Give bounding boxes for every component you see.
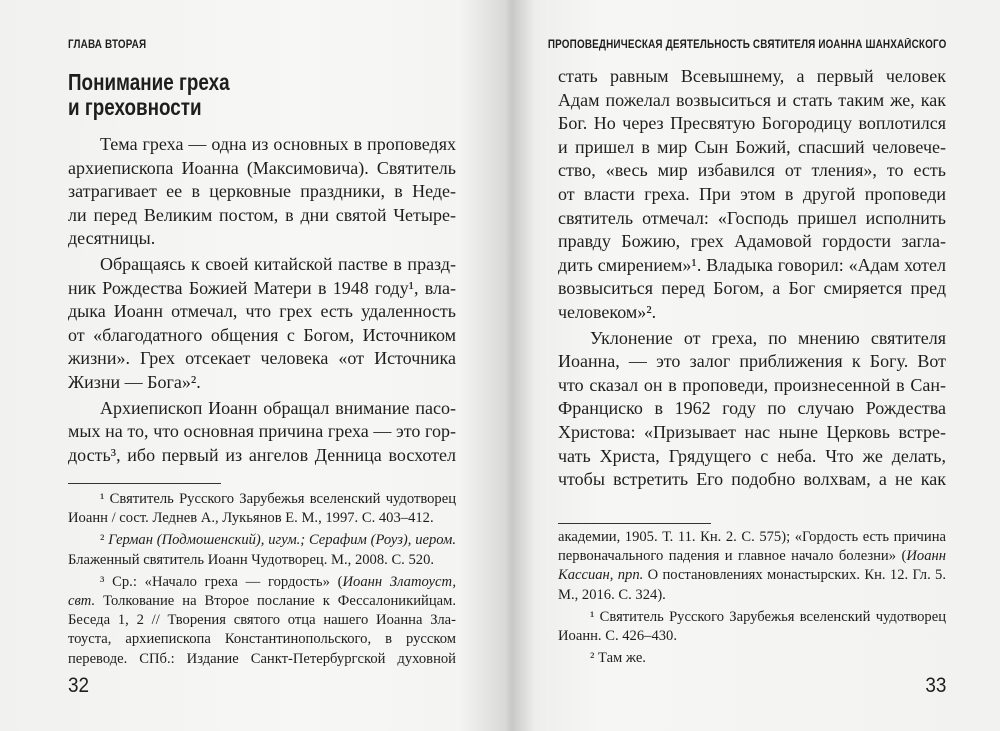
text-line: от «благодатного общения с Богом, Источником (68, 324, 456, 345)
footnote-italic-text: Иоанн (906, 548, 946, 565)
footnote-italic-text: свт. (68, 593, 96, 610)
text-line: дыка Иоанн отмечал, что грех есть удаленность (68, 301, 456, 322)
footnote-text: ³ Ср.: «Начало греха — гордость» ( (100, 573, 343, 590)
footnote-divider (558, 523, 711, 524)
footnote-text: ² Там же. (590, 650, 646, 667)
footnote-text: О постановлениях монастырских. Кн. 12. Гл. 5. (643, 567, 946, 584)
footnote-line (558, 547, 946, 566)
section-title-line: Понимание греха (68, 69, 230, 95)
footnote-line (68, 490, 456, 509)
text-line: Адам пожелал возвыситься и стать таким же, как (558, 89, 946, 110)
text-line: Уклонение от греха, по мнению святителя (590, 327, 946, 348)
footnote-text: переводе. СПб.: Издание Санкт-Петербургской духовной (68, 650, 456, 667)
footnote-line (558, 586, 946, 605)
text-line: человеком»². (558, 301, 657, 322)
text-line: правду Божию, грех Адамовой гордости загла- (558, 231, 946, 252)
text-line: от власти греха. При этом в другой проповеди (558, 183, 946, 204)
text-line: и пришел в мир Сын Божий, спасший человече- (558, 136, 946, 157)
footnote-italic-text: Иоанн Златоуст, (342, 573, 456, 590)
text-line: что сказал он в проповеди, произнесенной в Сан- (558, 374, 946, 395)
footnote-italic-text: Герман (Подмошенский), игум.; Серафим (Роуз), иером. (108, 532, 456, 549)
footnote-text: ¹ Святитель Русского Зарубежья вселенский чудотворец (100, 491, 456, 507)
text-line: Обращаясь к своей китайской пастве в празд- (100, 253, 456, 274)
footnotes (558, 528, 946, 671)
footnote-line (558, 627, 946, 646)
text-line: чать Христа, Грядущего с неба. Что же делать, (558, 445, 946, 466)
text-line: Христова: «Призывает нас ныне Церковь встре- (558, 421, 946, 442)
page-number: 33 (924, 674, 946, 697)
left-page (68, 0, 456, 731)
text-line: затрагивает ее в церковные праздники, в Неде- (68, 181, 456, 202)
footnote-text: М., 2016. С. 324). (558, 586, 666, 603)
paragraph (558, 65, 946, 325)
section-title (68, 70, 230, 120)
text-line: дость³, ибо первый из ангелов Денница восхотел (68, 444, 456, 465)
footnote (68, 531, 456, 569)
text-line: Жизни — Бога»². (68, 371, 201, 392)
footnote-text: первоначального падения и главное начало болезни» ( (558, 548, 907, 565)
text-line: Иоанна, — это залог приближения к Богу. Вот (558, 351, 946, 372)
footnote (68, 573, 456, 669)
footnote (68, 490, 456, 528)
text-line: возвыситься перед Богом, а Бог смиряется пред (558, 278, 946, 299)
body-text (68, 133, 456, 469)
text-line: архиепископа Иоанна (Максимовича). Святитель (68, 157, 456, 178)
text-line: десятницы. (68, 228, 156, 249)
footnote-text: Толкование на Второе послание к Фессалоникийцам. (95, 593, 456, 610)
footnote-text: Иоанн. С. 426–430. (558, 628, 677, 645)
paragraph (68, 397, 456, 468)
footnote-line (68, 611, 456, 630)
text-line: стать равным Всевышнему, а первый человек (558, 66, 946, 86)
footnote-line (558, 608, 946, 627)
footnote-line (558, 649, 946, 668)
text-line: святитель отмечал: «Господь пришел исполнить (558, 207, 946, 228)
running-head: ПРОПОВЕДНИЧЕСКАЯ ДЕЯТЕЛЬНОСТЬ СВЯТИТЕЛЯ ИОАННА ШАНХАЙСКОГО (547, 39, 946, 51)
footnote-text: Иоанн / сост. Леднев А., Лукьянов Е. М., 1997. С. 403–412. (68, 510, 434, 527)
footnote-line (68, 531, 456, 550)
text-line: дить смирением»¹. Владыка говорил: «Адам хотел (558, 254, 946, 275)
footnote-line (68, 551, 456, 570)
footnote-italic-text: Кассиан, прп. (558, 567, 644, 584)
text-line: Архиепископ Иоанн обращал внимание пасо- (100, 397, 456, 418)
footnotes (68, 490, 456, 672)
footnote (558, 649, 946, 668)
footnote-text: Беседа 1, 2 // Творения святого отца нашего Иоанна Зла- (68, 612, 456, 629)
footnote-text: тоуста, архиепископа Константинопольского, в русском (68, 631, 456, 648)
text-line: Бог. Но через Пресвятую Богородицу воплотился (558, 113, 946, 134)
footnote-text: Блаженный святитель Иоанн Чудотворец. М., 2008. С. 520. (68, 551, 435, 568)
footnote (558, 528, 946, 605)
text-line: ство, «весь мир избавился от тления», то есть (558, 160, 946, 181)
text-line: Франциско в 1962 году по случаю Рождества (558, 398, 946, 419)
text-line: жизни». Грех отсекает человека «от Источника (68, 348, 456, 369)
text-line: чтобы встретить Его подобно волхвам, а не как (558, 469, 946, 490)
footnote-line (558, 566, 946, 585)
body-text (558, 65, 946, 494)
text-line: ли перед Великим постом, в дни святой Четыре- (68, 204, 456, 225)
footnote-line (68, 592, 456, 611)
footnote (558, 608, 946, 646)
paragraph (68, 253, 456, 395)
page-number: 32 (68, 674, 90, 697)
text-line: Тема греха — одна из основных в проповедях (100, 134, 456, 154)
running-head: ГЛАВА ВТОРАЯ (68, 39, 147, 51)
text-line: мых на то, что основная причина греха — это гор- (68, 421, 456, 442)
footnote-line (68, 650, 456, 669)
footnote-text: ¹ Святитель Русского Зарубежья вселенский чудотворец (590, 608, 946, 625)
footnote-text: ² (100, 532, 109, 549)
paragraph (68, 133, 456, 251)
footnote-line (558, 528, 946, 547)
footnote-text: академии, 1905. Т. 11. Кн. 2. С. 575); «Гордость есть причина (558, 529, 946, 545)
footnote-divider (68, 483, 221, 484)
footnote-line (68, 630, 456, 649)
paragraph (558, 327, 946, 492)
section-title-line: и греховности (68, 94, 202, 120)
footnote-line (68, 573, 456, 592)
right-page (547, 0, 946, 731)
text-line: ник Рождества Божией Матери в 1948 году¹, вла- (68, 277, 456, 298)
footnote-line (68, 509, 456, 528)
